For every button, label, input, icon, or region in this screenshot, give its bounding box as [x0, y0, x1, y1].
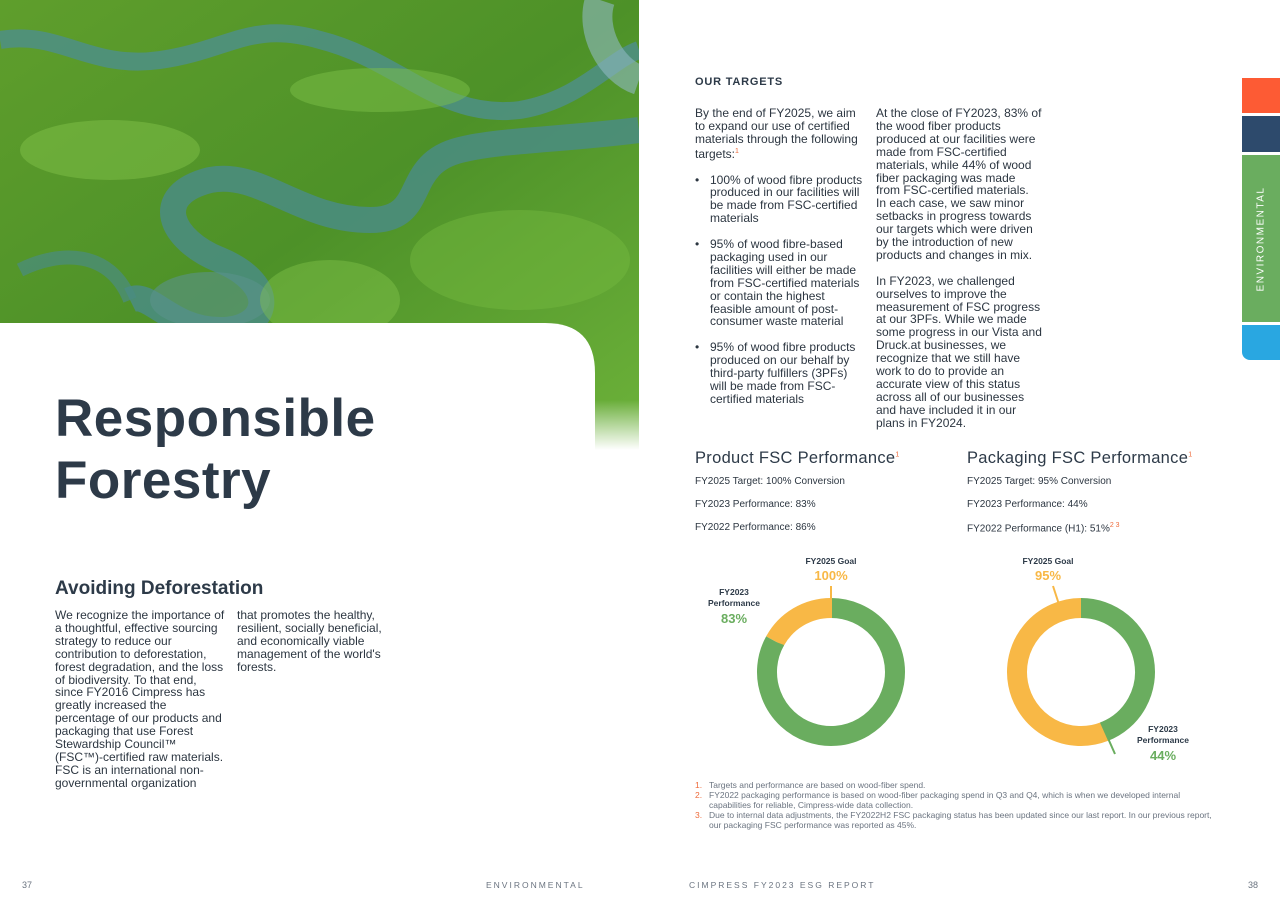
side-tab-navy[interactable]	[1242, 116, 1280, 152]
footnote-item: 1. Targets and performance are based on wood-fiber spend.	[695, 780, 926, 790]
product-fy2022-line: FY2022 Performance: 86%	[695, 522, 816, 533]
target-item: • 100% of wood fibre products produced in our facilities will be made from FSC-certified materials	[695, 174, 867, 226]
footnote-ref: 1	[1188, 451, 1193, 459]
page-number-left: 37	[22, 880, 33, 890]
product-target-line: FY2025 Target: 100% Conversion	[695, 476, 845, 487]
side-tab-orange[interactable]	[1242, 78, 1280, 113]
side-tab-label: ENVIRONMENTAL	[1255, 186, 1267, 291]
targets-intro: By the end of FY2025, we aim to expand our use of certified materials through the following targets:$^1$	[695, 106, 858, 161]
targets-heading: OUR TARGETS	[695, 76, 784, 88]
section-heading: Avoiding Deforestation	[55, 578, 264, 599]
product-fy2023-line: FY2023 Performance: 83%	[695, 499, 816, 510]
performance-arc	[1081, 608, 1145, 732]
target-item: • 95% of wood fibre-based packaging used in our facilities will either be made from FSC-certified materials or contain the highest feasible amount of post-consumer waste material	[695, 238, 867, 328]
packaging-fy2023-line: FY2023 Performance: 44%	[967, 499, 1088, 510]
goal-label: FY2025 Goal	[1022, 556, 1074, 566]
packaging-fsc-donut-chart	[950, 548, 1210, 768]
product-fsc-donut-chart	[700, 548, 960, 768]
body-column-2: that promotes the healthy, resilient, socially beneficial, and economically viable management of the world's forests.	[237, 608, 382, 674]
footer-section-label: ENVIRONMENTAL	[486, 880, 585, 890]
performance-label: FY2023	[1148, 724, 1178, 734]
targets-column	[695, 107, 867, 406]
side-tab-environmental[interactable]	[1242, 155, 1280, 322]
footnote-ref: 1	[895, 451, 900, 459]
side-tab-blue[interactable]	[1242, 325, 1280, 360]
targets-list	[695, 174, 867, 406]
page-title	[55, 388, 376, 512]
footnote-ref: 1	[735, 147, 739, 155]
performance-label: FY2023	[719, 587, 749, 597]
progress-paragraph-1: At the close of FY2023, 83% of the wood fiber products produced at our facilities were made from FSC-certified materials, while 44% of wood fiber packaging was made from FSC-certified materials. In each case, we saw minor setbacks in progress towards our targets which were driven by the introduction of new products and changes in mix.	[876, 106, 1042, 262]
product-fsc-title: Product FSC Performance$^1$	[695, 449, 900, 467]
title-line-1: Responsible	[55, 389, 376, 448]
progress-column	[876, 107, 1042, 430]
footer-report-label: CIMPRESS FY2023 ESG REPORT	[689, 880, 876, 890]
hero-forest-river-image	[0, 0, 639, 450]
remainder-arc	[1017, 608, 1105, 736]
footnote-ref: 2 3	[1109, 522, 1120, 529]
packaging-donut-svg	[950, 548, 1210, 768]
body-column-1: We recognize the importance of a thoughtful, effective sourcing strategy to reduce our contribution to deforestation, forest degradation, and the loss of biodiversity. To that end, since FY2016 Cimpress has greatly increased the percentage of our products and packaging that use Forest Stewardship Council™ (FSC™)-certified raw materials. FSC is an international non-governmental organization	[55, 608, 225, 790]
title-line-2: Forestry	[55, 451, 272, 510]
packaging-fsc-title: Packaging FSC Performance$^1$	[967, 449, 1193, 467]
product-donut-svg	[700, 548, 960, 768]
packaging-target-line: FY2025 Target: 95% Conversion	[967, 476, 1112, 487]
performance-label: Performance	[708, 598, 760, 608]
goal-label: FY2025 Goal	[805, 556, 857, 566]
page-number-right: 38	[1248, 880, 1259, 890]
goal-value: 95%	[1034, 568, 1062, 583]
progress-paragraph-2: In FY2023, we challenged ourselves to improve the measurement of FSC progress at our 3PFs. While we made some progress in our Vista and Druck.at businesses, we recognize that we still have work to do to provide an accurate view of this status across all of our businesses and have included it in our plans in FY2024.	[876, 273, 1042, 430]
footnote-item: 2. FY2022 packaging performance is based on wood-fiber packaging spend in Q3 and Q4, which is when we developed internal capabilities for reliable, Cimpress-wide data collection.	[695, 790, 1181, 810]
footnotes	[695, 780, 1215, 830]
performance-value: 83%	[720, 611, 748, 626]
performance-value: 44%	[1149, 748, 1177, 763]
packaging-fy2022-line: FY2022 Performance (H1): 51%$^{2 3}$	[967, 522, 1120, 535]
remainder-arc	[775, 608, 831, 641]
performance-label: Performance	[1137, 735, 1189, 745]
goal-value: 100%	[814, 568, 848, 583]
target-item: • 95% of wood fibre products produced on our behalf by third-party fulfillers (3PFs) will be made from FSC-certified materials	[695, 341, 867, 406]
footnote-item: 3. Due to internal data adjustments, the FY2022H2 FSC packaging status has been updated since our last report. In our previous report, our packaging FSC performance was reported as 45%.	[695, 810, 1212, 830]
